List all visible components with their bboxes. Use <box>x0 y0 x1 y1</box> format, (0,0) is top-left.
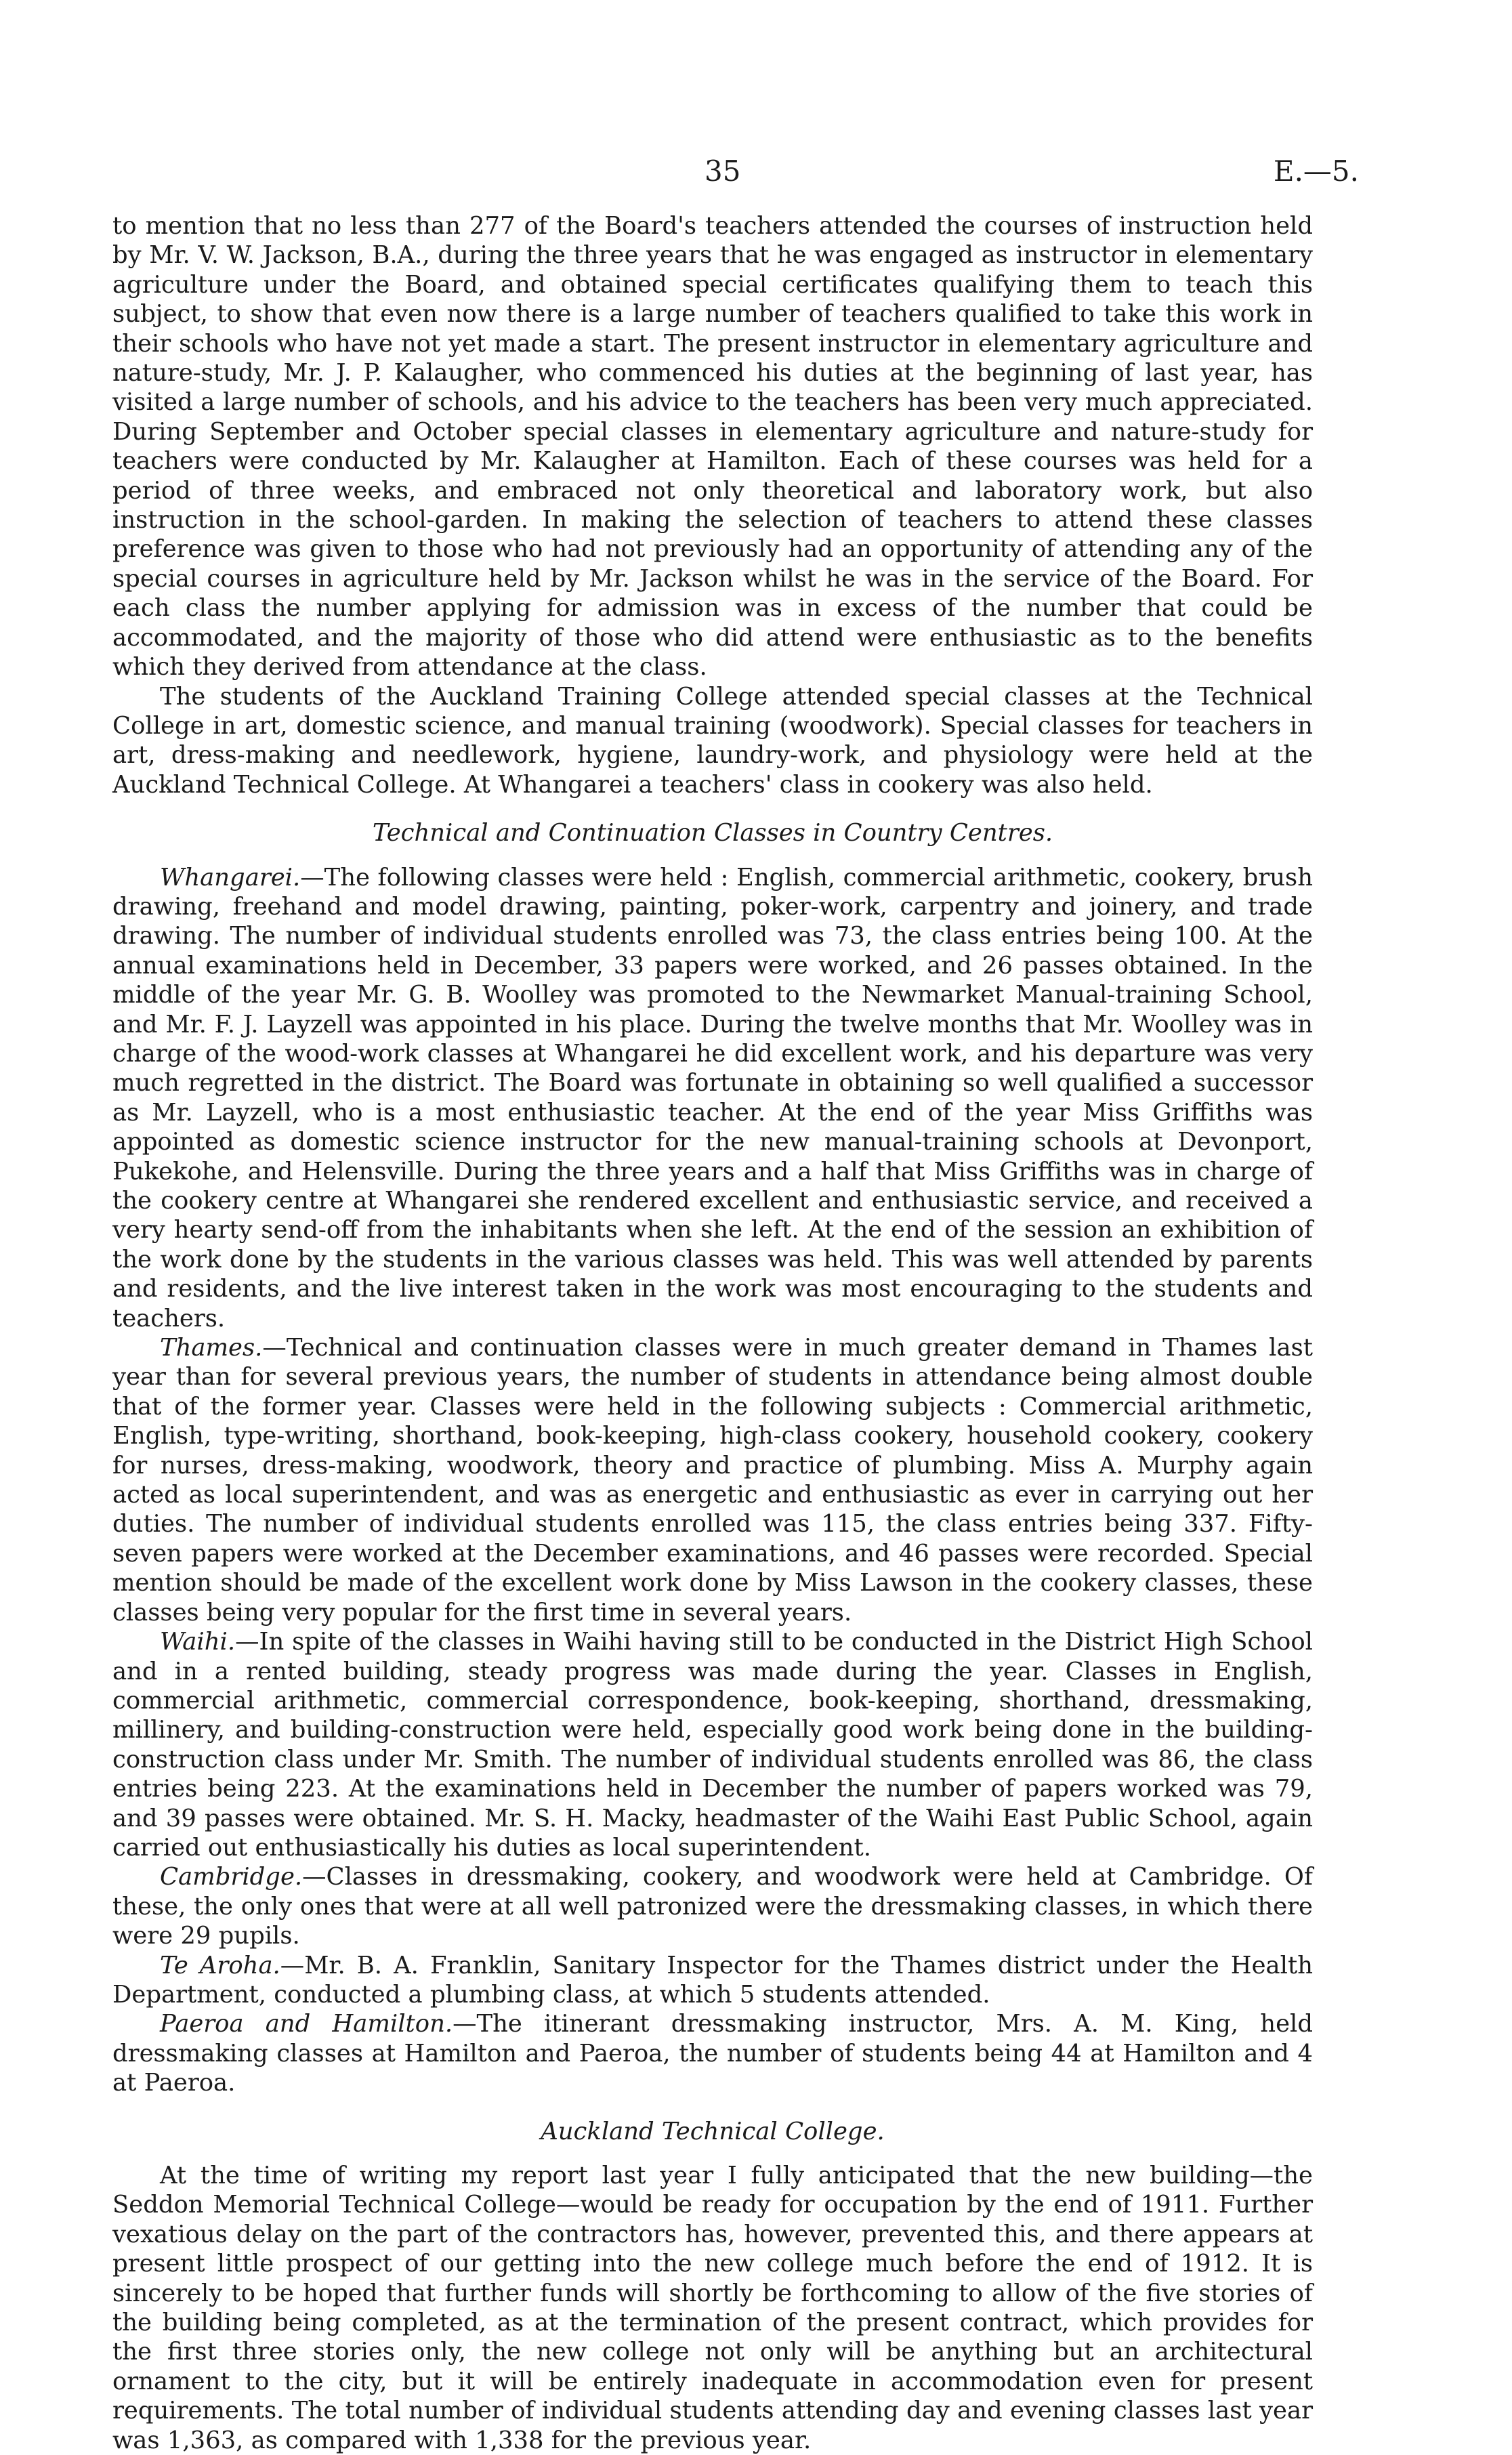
page-header <box>0 154 1512 195</box>
section-heading: Technical and Continuation Classes in Country Centres. <box>372 819 1053 847</box>
entry-text: —Mr. B. A. Franklin, Sanitary Inspector for the Thames district under the Health Department, conducted a plumbing class, at which 5 students attended. <box>112 1951 1313 2009</box>
entry-text: —The itinerant dressmaking instructor, Mrs. A. M. King, held dressmaking classes at Hamilton and Paeroa, the number of students being 44 at Hamilton and 4 at Paeroa. <box>112 2010 1313 2097</box>
entry-place: Te Aroha. <box>160 1951 280 1979</box>
body-paragraph: The students of the Auckland Training College attended special classes at the Technical College in art, domestic science, and manual training (woodwork). Special classes for teachers in art, dress-making and needlework, hygiene, laundry-work, and physiology were held at the Auckland Technical College. At Whangarei a teachers' class in cookery was also held. <box>112 682 1313 799</box>
entry-place: Paeroa and Hamilton. <box>160 2010 453 2038</box>
body-paragraph: to mention that no less than 277 of the Board's teachers attended the courses of instruction held by Mr. V. W. Jackson, B.A., during the three years that he was engaged as instructor in elementary agriculture under the Board, and obtained special certificates qualifying them to teach this subject, to show that even now there is a large number of teachers qualified to take this work in their schools who have not yet made a start. The present instructor in elementary agriculture and nature-study, Mr. J. P. Kalaugher, who commenced his duties at the beginning of last year, has visited a large number of schools, and his advice to the teachers has been very much appreciated. During September and October special classes in elementary agriculture and nature-study for teachers were conducted by Mr. Kalaugher at Hamilton. Each of these courses was held for a period of three weeks, and embraced not only theoretical and laboratory work, but also instruction in the school-garden. In making the selection of teachers to attend these classes preference was given to those who had not previously had an opportunity of attending any of the special courses in agriculture held by Mr. Jackson whilst he was in the service of the Board. For each class the number applying for admission was in excess of the number that could be accommodated, and the majority of those who did attend were enthusiastic as to the benefits which they derived from attendance at the class. <box>112 212 1313 681</box>
entry-paragraph <box>112 1333 1313 1627</box>
entry-paragraph <box>112 1951 1313 2010</box>
entry-paragraph <box>112 1627 1313 1862</box>
entry-place: Thames. <box>160 1334 263 1362</box>
body-paragraph: At the time of writing my report last year I fully anticipated that the new building—the Seddon Memorial Technical College—would be ready for occupation by the end of 1911. Further vexatious delay on the part of the contractors has, however, prevented this, and there appears at present little prospect of our getting into the new college much before the end of 1912. It is sincerely to be hoped that further funds will shortly be forthcoming to allow of the five stories of the building being completed, as at the termination of the present contract, which provides for the first three stories only, the new college not only will be anything but an architectural ornament to the city, but it will be entirely inadequate in accommodation even for present requirements. The total number of individual students attending day and evening classes last year was 1,363, as compared with 1,338 for the previous year. <box>112 2162 1313 2454</box>
entry-place: Waihi. <box>160 1628 236 1656</box>
series-reference: E.—5. <box>1273 154 1359 188</box>
page-number: 35 <box>705 154 741 188</box>
entry-paragraph <box>112 2009 1313 2097</box>
entry-text: —Classes in dressmaking, cookery, and woodwork were held at Cambridge. Of these, the only ones that were at all well patronized were the dressmaking classes, in which there were 29 pupils. <box>112 1863 1313 1950</box>
entry-paragraph <box>112 863 1313 1334</box>
entry-text: —Technical and continuation classes were in much greater demand in Thames last year than for several previous years, the number of students in attendance being almost double that of the former year. Classes were held in the following subjects : Commercial arithmetic, English, type-writing, shorthand, book-keeping, high-class cookery, household cookery, cookery for nurses, dress-making, woodwork, theory and practice of plumbing. Miss A. Murphy again acted as local superintendent, and was as energetic and enthusiastic as ever in carrying out her duties. The number of individual students enrolled was 115, the class entries being 337. Fifty-seven papers were worked at the December examinations, and 46 passes were recorded. Special mention should be made of the excellent work done by Miss Lawson in the cookery classes, these classes being very popular for the first time in several years. <box>112 1334 1313 1627</box>
entry-paragraph <box>112 1862 1313 1950</box>
entry-text: —The following classes were held : English, commercial arithmetic, cookery, brush drawing, freehand and model drawing, painting, poker-work, carpentry and joinery, and trade drawing. The number of individual students enrolled was 73, the class entries being 100. At the annual examinations held in December, 33 papers were worked, and 26 passes obtained. In the middle of the year Mr. G. B. Woolley was promoted to the Newmarket Manual-training School, and Mr. F. J. Layzell was appointed in his place. During the twelve months that Mr. Woolley was in charge of the wood-work classes at Whangarei he did excellent work, and his departure was very much regretted in the district. The Board was fortunate in obtaining so well qualified a successor as Mr. Layzell, who is a most enthusiastic teacher. At the end of the year Miss Griffiths was appointed as domestic science instructor for the new manual-training schools at Devonport, Pukekohe, and Helensville. During the three years and a half that Miss Griffiths was in charge of the cookery centre at Whangarei she rendered excellent and enthusiastic service, and received a very hearty send-off from the inhabitants when she left. At the end of the session an exhibition of the work done by the students in the various classes was held. This was well attended by parents and residents, and the live interest taken in the work was most encouraging to the students and teachers. <box>112 863 1313 1333</box>
entry-place: Cambridge. <box>160 1863 303 1891</box>
entry-text: —In spite of the classes in Waihi having still to be conducted in the District High School and in a rented building, steady progress was made during the year. Classes in English, commercial arithmetic, commercial correspondence, book-keeping, shorthand, dressmaking, millinery, and building-construction were held, especially good work being done in the building-construction class under Mr. Smith. The number of individual students enrolled was 86, the class entries being 223. At the examinations held in December the number of papers worked was 79, and 39 passes were obtained. Mr. S. H. Macky, headmaster of the Waihi East Public School, again carried out enthusiastically his duties as local superintendent. <box>112 1628 1313 1862</box>
section-heading: Auckland Technical College. <box>541 2117 885 2145</box>
document-body <box>112 211 1313 2455</box>
entry-place: Whangarei. <box>160 863 301 891</box>
